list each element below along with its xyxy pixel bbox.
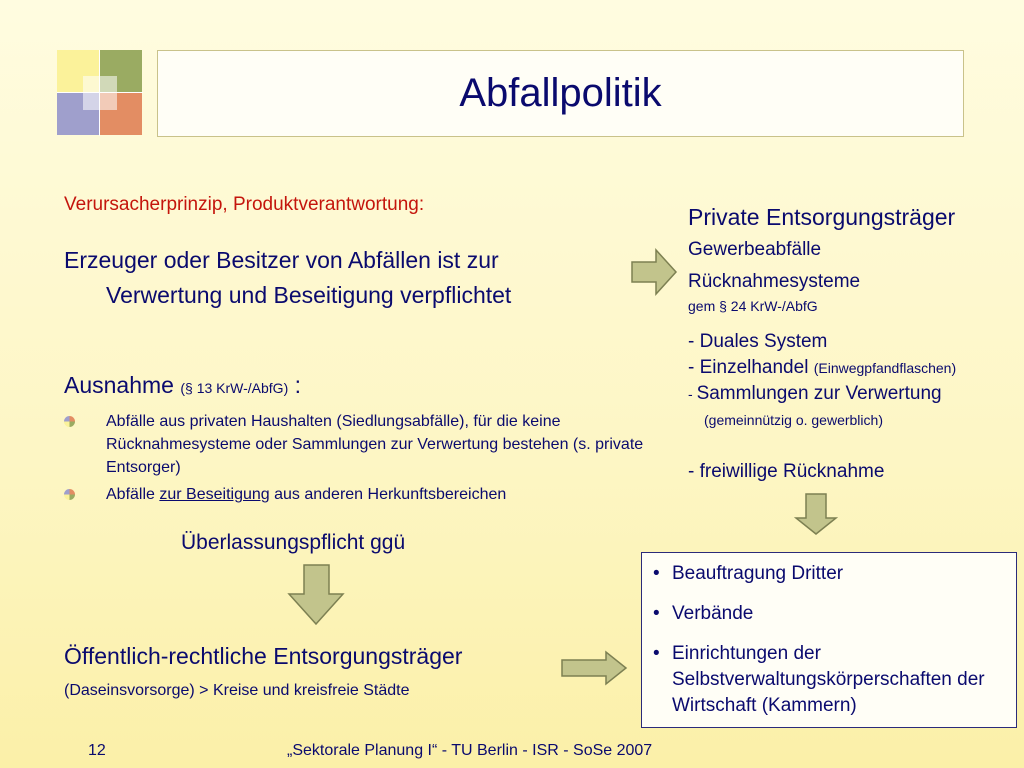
bullet-text-2-underlined: zur Beseitigung (159, 486, 270, 503)
exception-label: Ausnahme (64, 372, 174, 398)
arrow-right-icon (632, 250, 676, 294)
lead-line-2: Verwertung und Beseitigung verpflichtet (106, 282, 512, 308)
arrow-right-icon (562, 652, 626, 684)
arrow-down-icon (796, 494, 836, 534)
bullet-text-2-post: aus anderen Herkunftsbereichen (269, 486, 507, 503)
exception-colon: : (294, 372, 302, 398)
legal-reference: gem § 24 KrW-/AbfG (688, 298, 818, 314)
principle-heading: Verursacherprinzip, Produktverantwortung: (64, 194, 425, 215)
retail: - Einzelhandel (688, 357, 809, 378)
obligation-text: Überlassungspflicht ggü (181, 531, 406, 554)
take-back-systems: Rücknahmesysteme (688, 271, 861, 292)
list-item: • Beauftragung Dritter (648, 561, 1008, 587)
bullet-text-1: Abfälle aus privaten Haushalten (Siedlungsabfälle), für die keine Rücknahmesysteme oder Sammlungen zur Verwertung bestehen (s. private Entsorger) (106, 413, 644, 476)
commercial-waste: Gewerbeabfälle (688, 239, 822, 260)
bullet-text-2-pre: Abfälle (106, 486, 160, 503)
slide-title: Abfallpolitik (459, 71, 662, 115)
private-carriers-title: Private Entsorgungsträger (688, 204, 956, 230)
collections-dash: - (688, 386, 697, 402)
voluntary-take-back: - freiwillige Rücknahme (688, 461, 885, 482)
collections-note: (gemeinnützig o. gewerblich) (704, 412, 883, 428)
public-carriers-subtitle: (Daseinsvorsorge) > Kreise und kreisfreie Städte (64, 682, 410, 699)
page-number: 12 (88, 742, 106, 759)
collections: Sammlungen zur Verwertung (696, 383, 942, 404)
footer-text: „Sektorale Planung I“ - TU Berlin - ISR - SoSe 2007 (287, 742, 653, 759)
list-item: • Einrichtungen der Selbstverwaltungskörperschaften der Wirtschaft (Kammern) (648, 641, 1008, 719)
dual-system: - Duales System (688, 331, 828, 352)
lead-line-1: Erzeuger oder Besitzer von Abfällen ist zur (64, 247, 499, 273)
arrow-down-icon (289, 565, 343, 624)
list-item: • Verbände (648, 601, 1008, 627)
public-carriers-title: Öffentlich-rechtliche Entsorgungsträger (64, 643, 463, 669)
exception-reference: (§ 13 KrW-/AbfG) (180, 380, 289, 396)
retail-note: (Einwegpfandflaschen) (813, 360, 957, 376)
